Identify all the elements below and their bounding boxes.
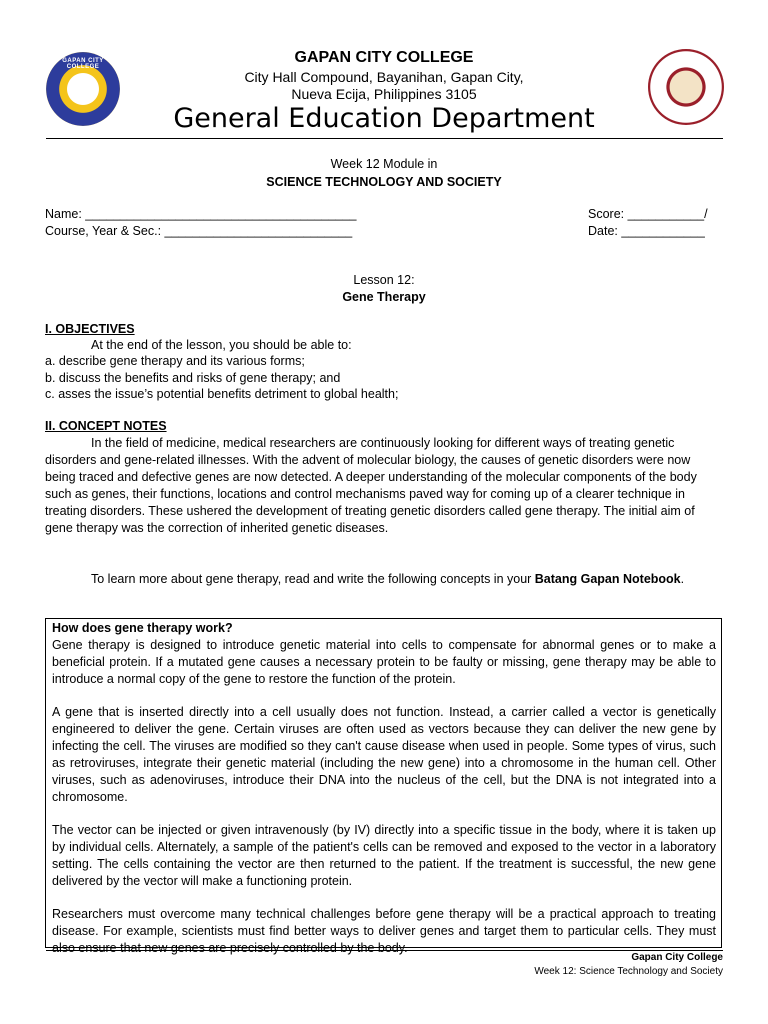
objective-item: b. discuss the benefits and risks of gene therapy; and <box>45 371 341 385</box>
department-title: General Education Department <box>173 103 595 134</box>
footer-divider <box>46 950 723 951</box>
box-paragraph: Gene therapy is designed to introduce genetic material into cells to compensate for abnormal genes or to make a beneficial protein. If a mutated gene causes a necessary protein to be faulty or missing, gene therapy may be able to introduce a normal copy of the gene to restore the function of the protein. <box>52 638 716 686</box>
footer-course: Week 12: Science Technology and Society <box>534 966 723 977</box>
objectives-intro: At the end of the lesson, you should be able to: <box>91 338 352 352</box>
paragraph-2-end: . <box>680 572 685 586</box>
logo-left-text: GAPAN CITY COLLEGE <box>62 58 104 70</box>
footer-college: Gapan City College <box>631 952 723 963</box>
lesson-label: Lesson 12: <box>353 273 415 287</box>
concept-notes-heading: II. CONCEPT NOTES <box>45 419 167 433</box>
module-subject: SCIENCE TECHNOLOGY AND SOCIETY <box>266 175 502 189</box>
name-field[interactable]: Name: _______________________________________ <box>45 207 357 221</box>
gene-therapy-box <box>45 618 722 955</box>
box-content <box>52 620 716 973</box>
header-divider <box>46 138 723 139</box>
college-name: GAPAN CITY COLLEGE <box>294 49 474 66</box>
objectives-heading: I. OBJECTIVES <box>45 322 135 336</box>
course-field[interactable]: Course, Year & Sec.: ___________________________ <box>45 224 353 238</box>
box-paragraph: The vector can be injected or given intravenously (by IV) directly into a specific tissue in the body, where it is taken up by individual cells. Alternately, a sample of the patient's cells can be removed and exposed to the vector in a laboratory setting. The cells containing the vector are then returned to the patient. If the treatment is successful, the new gene delivered by the vector will make a functioning protein. <box>52 823 716 888</box>
lesson-title: Gene Therapy <box>342 290 426 304</box>
score-field[interactable]: Score: ___________/ <box>588 207 708 221</box>
box-question: How does gene therapy work? <box>52 621 233 635</box>
address-line-2: Nueva Ecija, Philippines 3105 <box>291 86 477 102</box>
objective-item: a. describe gene therapy and its various forms; <box>45 354 305 368</box>
date-field[interactable]: Date: ____________ <box>588 224 705 238</box>
objective-item: c. asses the issue’s potential benefits detriment to global health; <box>45 387 399 401</box>
address-line-1: City Hall Compound, Bayanihan, Gapan City, <box>244 69 524 85</box>
box-paragraph: Researchers must overcome many technical challenges before gene therapy will be a practical approach to treating disease. For example, scientists must find better ways to deliver genes and target them to particular cells. They must also ensure that new genes are precisely controlled by the body. <box>52 907 716 955</box>
concept-paragraph-1: In the field of medicine, medical researchers are continuously looking for different ways of treating genetic disorders and gene-related illnesses. With the advent of molecular biology, the causes of genetic disorders were now being traced and defective genes are now detected. A deeper understanding of the molecular components of the body such as genes, their functions, locations and control mechanisms paved way for coming up of a clearer technique in treating disorders. These ushered the development of treating genetic disorders called gene therapy. The initial aim of gene therapy was the correction of inherited genetic diseases. <box>45 436 697 535</box>
box-paragraph: A gene that is inserted directly into a cell usually does not function. Instead, a carrier called a vector is genetically engineered to deliver the gene. Certain viruses are often used as vectors because they can deliver the new gene by infecting the cell. The viruses are modified so they can't cause disease when used in people. Some types of virus, such as retroviruses, integrate their genetic material (including the new gene) into a chromosome in the human cell. Other viruses, such as adenoviruses, introduce their DNA into the nucleus of the cell, but the DNA is not integrated into a chromosome. <box>52 705 716 804</box>
concept-paragraph-2 <box>45 571 722 588</box>
module-week: Week 12 Module in <box>330 157 438 171</box>
notebook-name: Batang Gapan Notebook <box>534 572 681 586</box>
paragraph-2-text: To learn more about gene therapy, read and write the following concepts in your <box>91 572 535 586</box>
